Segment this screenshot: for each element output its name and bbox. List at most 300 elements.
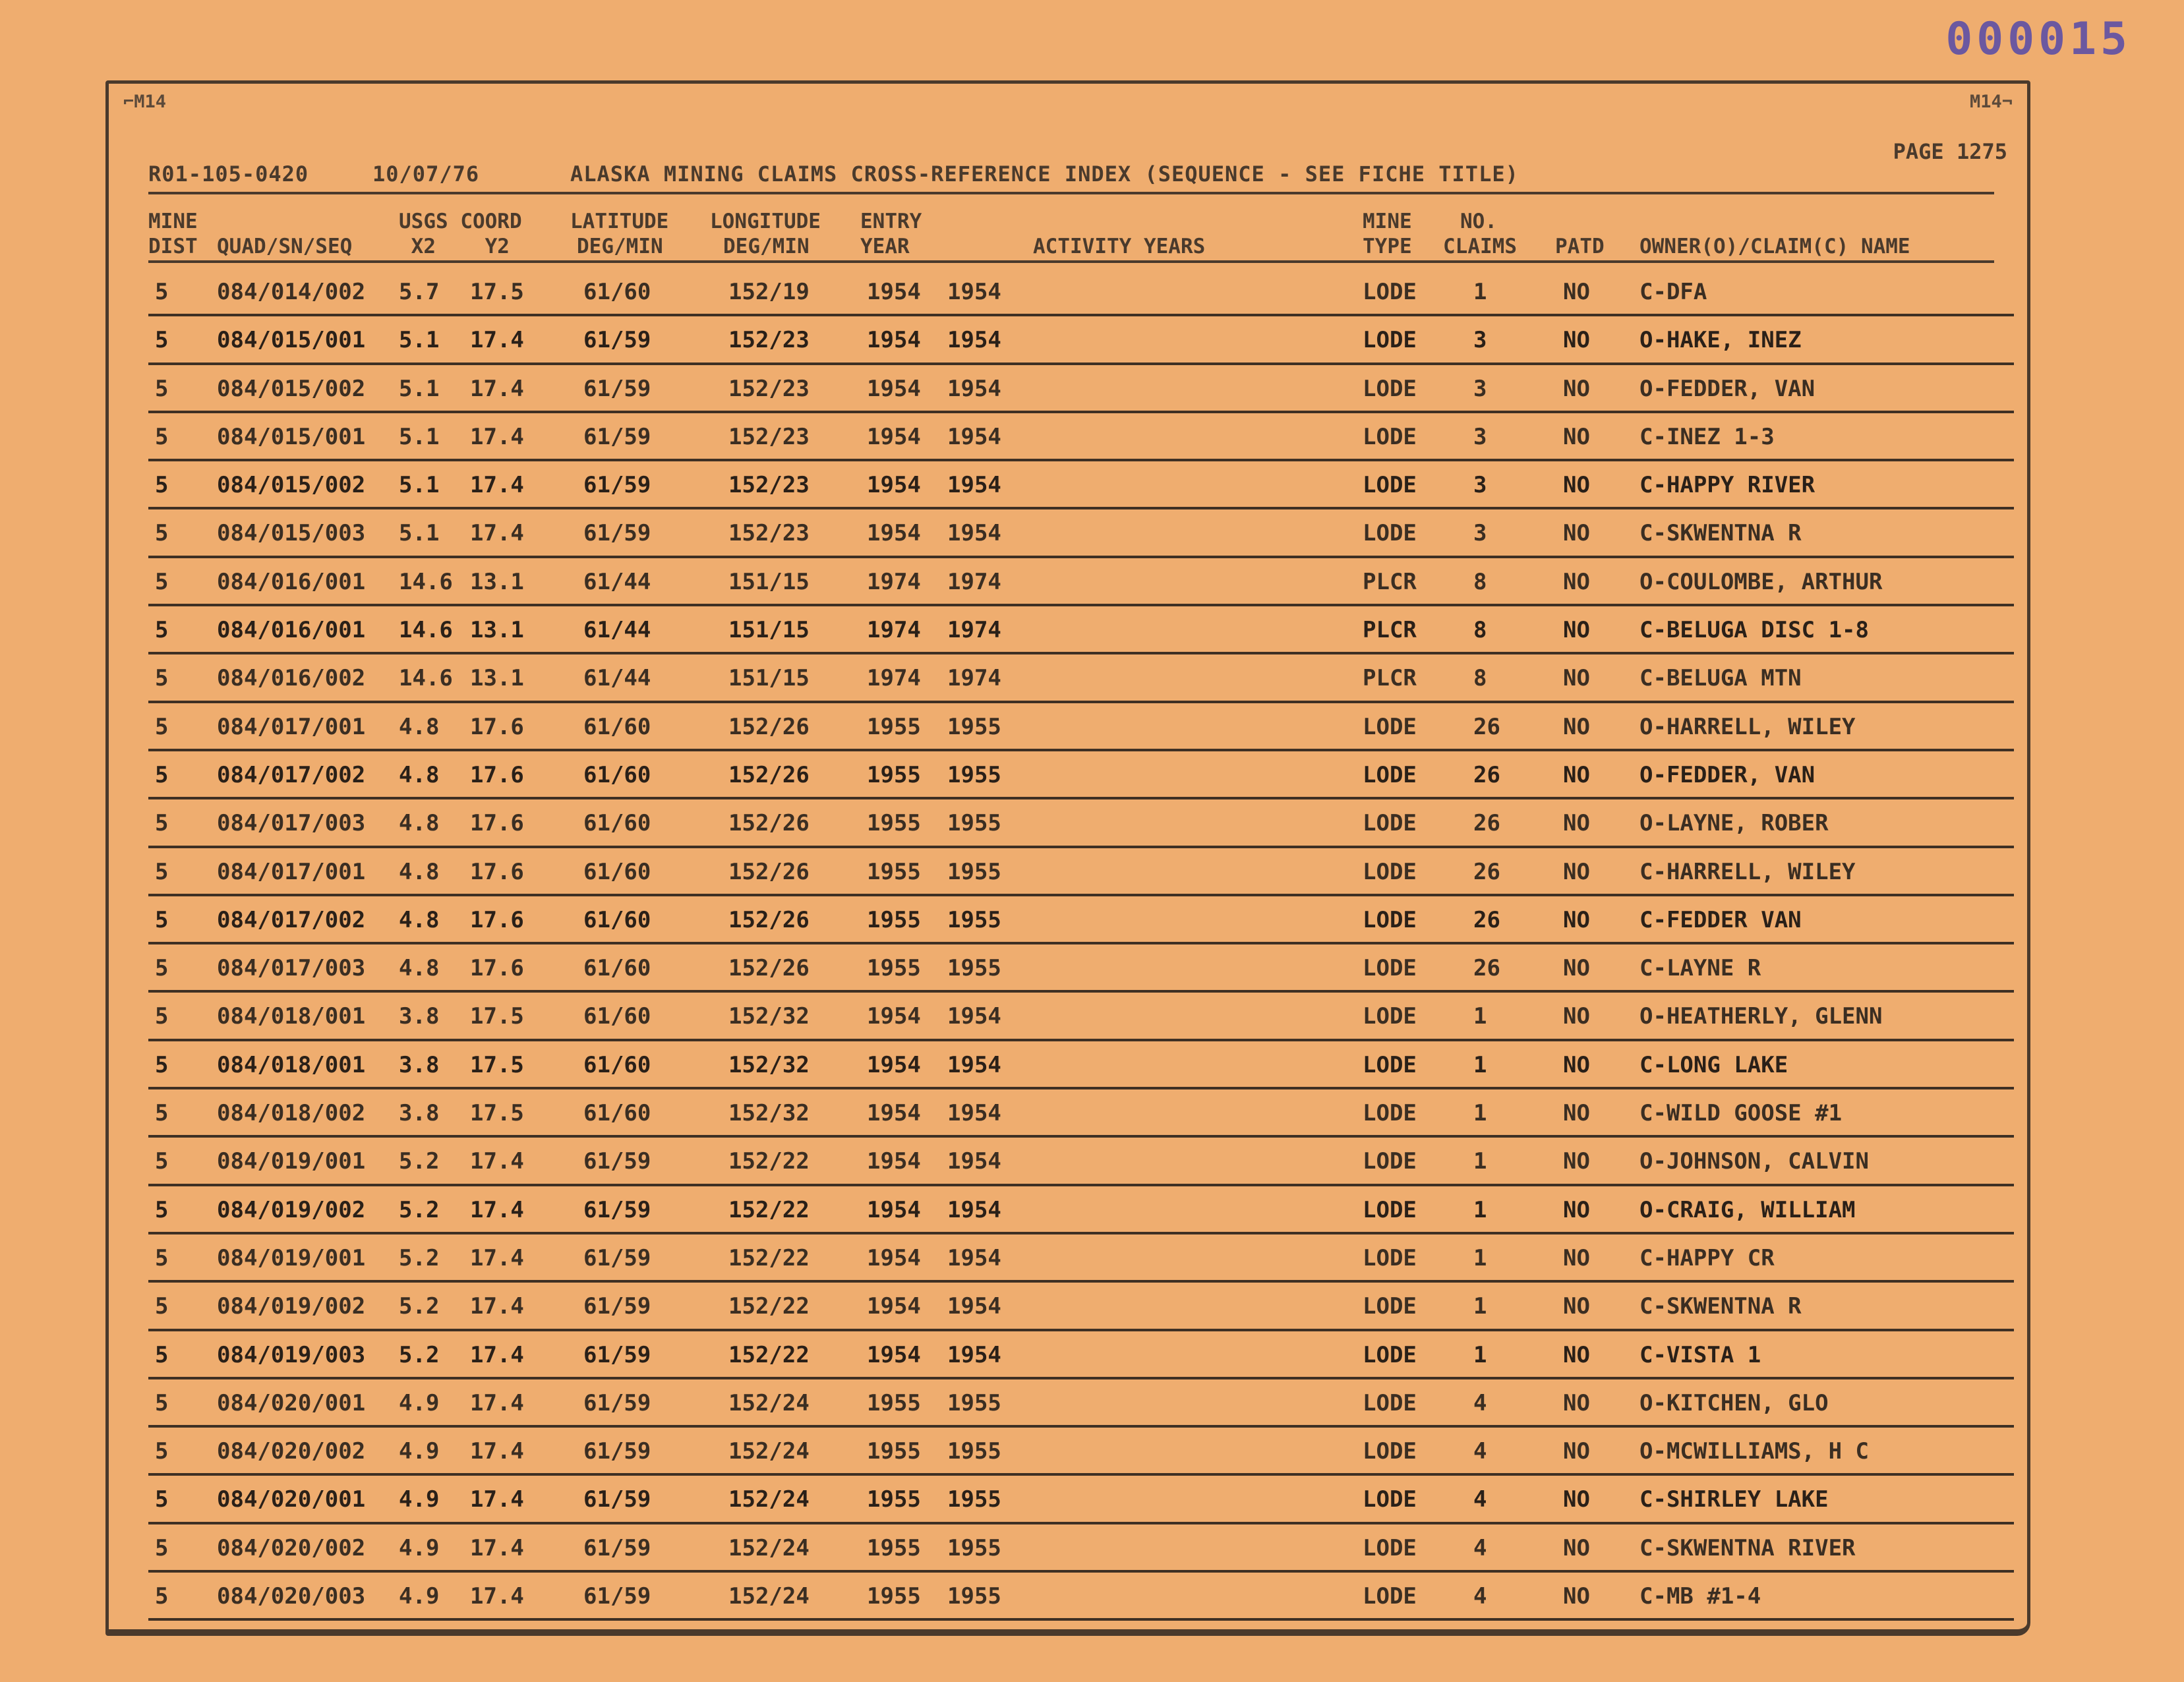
cell-latitude: 61/59 — [583, 1341, 651, 1368]
cell-mine-type: LODE — [1363, 1438, 1417, 1465]
cell-mine-type: LODE — [1363, 423, 1417, 450]
cell-latitude: 61/59 — [583, 1438, 651, 1465]
cell-claim-count: 4 — [1473, 1438, 1487, 1465]
cell-claim-count: 3 — [1473, 423, 1487, 450]
cell-mine-type: LODE — [1363, 279, 1417, 305]
cell-quad-sn-seq: 084/017/001 — [217, 858, 366, 885]
cell-usgs-y2: 17.4 — [470, 1534, 524, 1561]
cell-quad-sn-seq: 084/017/002 — [217, 761, 366, 788]
page-number: PAGE 1275 — [1893, 139, 2007, 164]
cell-longitude: 152/32 — [728, 1003, 810, 1030]
cell-patented: NO — [1563, 858, 1590, 885]
table-row — [148, 1234, 2014, 1283]
col-entry-1: ENTRY — [860, 210, 922, 233]
cell-usgs-y2: 17.4 — [470, 1148, 524, 1175]
cell-quad-sn-seq: 084/020/002 — [217, 1534, 366, 1561]
cell-longitude: 152/32 — [728, 1051, 810, 1078]
table-row — [148, 1041, 2014, 1089]
cell-claim-count: 26 — [1473, 713, 1500, 740]
cell-owner-claim-name: C-HARRELL, WILEY — [1639, 858, 1856, 885]
cell-usgs-y2: 17.4 — [470, 1389, 524, 1416]
cell-latitude: 61/59 — [583, 375, 651, 402]
table-row — [148, 896, 2014, 944]
cell-usgs-y2: 17.5 — [470, 279, 524, 305]
cell-mine-type: LODE — [1363, 1148, 1417, 1175]
cell-longitude: 152/24 — [728, 1583, 810, 1610]
cell-mine-dist: 5 — [155, 520, 169, 547]
cell-owner-claim-name: C-LONG LAKE — [1639, 1051, 1788, 1078]
col-usgs-2: X2 Y2 — [399, 235, 510, 258]
cell-activity-year: 1955 — [947, 906, 1001, 933]
cell-latitude: 61/59 — [583, 472, 651, 499]
cell-mine-dist: 5 — [155, 810, 169, 837]
cell-usgs-x2: 14.6 — [399, 617, 453, 644]
cell-owner-claim-name: O-HARRELL, WILEY — [1639, 713, 1856, 740]
cell-activity-year: 1955 — [947, 955, 1001, 982]
cell-longitude: 152/22 — [728, 1341, 810, 1368]
cell-longitude: 152/24 — [728, 1486, 810, 1513]
cell-mine-dist: 5 — [155, 665, 169, 692]
cell-entry-year: 1955 — [867, 1583, 921, 1610]
cell-entry-year: 1974 — [867, 665, 921, 692]
table-row — [148, 799, 2014, 848]
cell-patented: NO — [1563, 1389, 1590, 1416]
table-row — [148, 703, 2014, 751]
table-row — [148, 848, 2014, 896]
report-id: R01-105-0420 — [148, 161, 309, 187]
cell-usgs-x2: 4.9 — [399, 1438, 440, 1465]
cell-owner-claim-name: O-FEDDER, VAN — [1639, 761, 1815, 788]
document-stamp-number: 000015 — [1945, 13, 2131, 65]
cell-activity-year: 1954 — [947, 1051, 1001, 1078]
cell-activity-year: 1954 — [947, 520, 1001, 547]
cell-claim-count: 4 — [1473, 1583, 1487, 1610]
cell-usgs-x2: 4.8 — [399, 858, 440, 885]
cell-latitude: 61/60 — [583, 279, 651, 305]
cell-owner-claim-name: O-FEDDER, VAN — [1639, 375, 1815, 402]
cell-usgs-y2: 13.1 — [470, 665, 524, 692]
cell-longitude: 152/22 — [728, 1196, 810, 1223]
cell-patented: NO — [1563, 1051, 1590, 1078]
cell-mine-dist: 5 — [155, 423, 169, 450]
cell-usgs-y2: 13.1 — [470, 617, 524, 644]
cell-usgs-y2: 17.4 — [470, 327, 524, 354]
cell-claim-count: 3 — [1473, 472, 1487, 499]
cell-mine-type: LODE — [1363, 1389, 1417, 1416]
cell-patented: NO — [1563, 1100, 1590, 1127]
cell-usgs-y2: 17.6 — [470, 906, 524, 933]
cell-mine-dist: 5 — [155, 1196, 169, 1223]
cell-usgs-y2: 13.1 — [470, 568, 524, 595]
cell-patented: NO — [1563, 327, 1590, 354]
table-row — [148, 461, 2014, 509]
cell-claim-count: 3 — [1473, 375, 1487, 402]
frame-corner-right: M14¬ — [1969, 92, 2013, 112]
cell-longitude: 151/15 — [728, 665, 810, 692]
cell-usgs-x2: 5.2 — [399, 1341, 440, 1368]
cell-latitude: 61/60 — [583, 810, 651, 837]
cell-usgs-x2: 4.9 — [399, 1389, 440, 1416]
cell-entry-year: 1955 — [867, 1534, 921, 1561]
cell-owner-claim-name: C-VISTA 1 — [1639, 1341, 1761, 1368]
cell-mine-type: PLCR — [1363, 568, 1417, 595]
cell-usgs-x2: 14.6 — [399, 568, 453, 595]
frame-corner-left: ⌐M14 — [123, 92, 167, 112]
cell-quad-sn-seq: 084/020/001 — [217, 1486, 366, 1513]
col-activity: ACTIVITY YEARS — [1033, 235, 1206, 258]
cell-mine-type: LODE — [1363, 1293, 1417, 1320]
cell-longitude: 152/26 — [728, 858, 810, 885]
cell-mine-dist: 5 — [155, 1583, 169, 1610]
cell-usgs-x2: 5.2 — [399, 1293, 440, 1320]
cell-claim-count: 1 — [1473, 1244, 1487, 1271]
cell-usgs-x2: 4.8 — [399, 810, 440, 837]
cell-latitude: 61/59 — [583, 1196, 651, 1223]
cell-quad-sn-seq: 084/017/003 — [217, 955, 366, 982]
cell-activity-year: 1955 — [947, 810, 1001, 837]
cell-usgs-y2: 17.4 — [470, 1341, 524, 1368]
cell-latitude: 61/59 — [583, 423, 651, 450]
cell-mine-type: LODE — [1363, 1196, 1417, 1223]
cell-patented: NO — [1563, 1293, 1590, 1320]
cell-activity-year: 1954 — [947, 1148, 1001, 1175]
cell-claim-count: 1 — [1473, 1196, 1487, 1223]
cell-latitude: 61/59 — [583, 327, 651, 354]
table-row — [148, 1331, 2014, 1379]
table-row — [148, 1283, 2014, 1331]
cell-mine-dist: 5 — [155, 955, 169, 982]
cell-patented: NO — [1563, 423, 1590, 450]
cell-mine-dist: 5 — [155, 713, 169, 740]
cell-latitude: 61/60 — [583, 1100, 651, 1127]
table-row — [148, 1476, 2014, 1524]
cell-patented: NO — [1563, 1486, 1590, 1513]
cell-owner-claim-name: O-COULOMBE, ARTHUR — [1639, 568, 1883, 595]
col-lon-2: DEG/MIN — [723, 235, 810, 258]
cell-claim-count: 3 — [1473, 520, 1487, 547]
col-type-2: TYPE — [1363, 235, 1412, 258]
cell-patented: NO — [1563, 955, 1590, 982]
cell-quad-sn-seq: 084/015/002 — [217, 375, 366, 402]
cell-quad-sn-seq: 084/015/003 — [217, 520, 366, 547]
cell-mine-type: LODE — [1363, 327, 1417, 354]
cell-claim-count: 1 — [1473, 279, 1487, 305]
cell-mine-dist: 5 — [155, 375, 169, 402]
cell-quad-sn-seq: 084/019/002 — [217, 1196, 366, 1223]
cell-patented: NO — [1563, 1003, 1590, 1030]
cell-activity-year: 1954 — [947, 1293, 1001, 1320]
cell-owner-claim-name: C-INEZ 1-3 — [1639, 423, 1775, 450]
cell-usgs-x2: 4.8 — [399, 955, 440, 982]
cell-claim-count: 1 — [1473, 1341, 1487, 1368]
cell-longitude: 152/24 — [728, 1534, 810, 1561]
cell-patented: NO — [1563, 1196, 1590, 1223]
cell-usgs-x2: 4.9 — [399, 1534, 440, 1561]
table-row — [148, 413, 2014, 461]
cell-entry-year: 1955 — [867, 955, 921, 982]
cell-entry-year: 1955 — [867, 810, 921, 837]
cell-usgs-y2: 17.4 — [470, 1196, 524, 1223]
cell-usgs-y2: 17.5 — [470, 1100, 524, 1127]
cell-usgs-x2: 5.2 — [399, 1244, 440, 1271]
cell-activity-year: 1954 — [947, 327, 1001, 354]
table-row — [148, 1428, 2014, 1476]
cell-usgs-x2: 4.8 — [399, 713, 440, 740]
cell-owner-claim-name: O-HAKE, INEZ — [1639, 327, 1802, 354]
cell-longitude: 152/26 — [728, 761, 810, 788]
table-row — [148, 1138, 2014, 1186]
cell-quad-sn-seq: 084/016/001 — [217, 617, 366, 644]
cell-mine-type: LODE — [1363, 1534, 1417, 1561]
cell-quad-sn-seq: 084/015/001 — [217, 423, 366, 450]
cell-quad-sn-seq: 084/019/001 — [217, 1244, 366, 1271]
cell-quad-sn-seq: 084/017/003 — [217, 810, 366, 837]
cell-usgs-x2: 3.8 — [399, 1003, 440, 1030]
cell-activity-year: 1955 — [947, 1438, 1001, 1465]
cell-claim-count: 4 — [1473, 1486, 1487, 1513]
cell-latitude: 61/59 — [583, 520, 651, 547]
cell-usgs-y2: 17.5 — [470, 1003, 524, 1030]
cell-usgs-y2: 17.6 — [470, 761, 524, 788]
cell-quad-sn-seq: 084/015/001 — [217, 327, 366, 354]
cell-owner-claim-name: C-BELUGA MTN — [1639, 665, 1802, 692]
col-claims-1: NO. — [1460, 210, 1497, 233]
cell-activity-year: 1955 — [947, 761, 1001, 788]
cell-quad-sn-seq: 084/020/001 — [217, 1389, 366, 1416]
table-row — [148, 268, 2014, 316]
cell-entry-year: 1974 — [867, 568, 921, 595]
cell-usgs-x2: 4.9 — [399, 1486, 440, 1513]
cell-entry-year: 1954 — [867, 1100, 921, 1127]
cell-mine-dist: 5 — [155, 1341, 169, 1368]
cell-entry-year: 1954 — [867, 423, 921, 450]
cell-latitude: 61/44 — [583, 665, 651, 692]
cell-quad-sn-seq: 084/020/003 — [217, 1583, 366, 1610]
cell-latitude: 61/59 — [583, 1534, 651, 1561]
cell-mine-type: LODE — [1363, 955, 1417, 982]
header-rule — [148, 192, 1994, 194]
cell-mine-type: LODE — [1363, 472, 1417, 499]
cell-longitude: 152/24 — [728, 1438, 810, 1465]
cell-entry-year: 1954 — [867, 279, 921, 305]
cell-latitude: 61/60 — [583, 858, 651, 885]
table-row — [148, 654, 2014, 703]
cell-mine-dist: 5 — [155, 472, 169, 499]
cell-entry-year: 1954 — [867, 327, 921, 354]
col-claims-2: CLAIMS — [1443, 235, 1517, 258]
cell-mine-dist: 5 — [155, 1389, 169, 1416]
claims-table — [148, 268, 2014, 1621]
cell-activity-year: 1955 — [947, 713, 1001, 740]
cell-entry-year: 1954 — [867, 520, 921, 547]
cell-longitude: 151/15 — [728, 568, 810, 595]
cell-usgs-y2: 17.4 — [470, 423, 524, 450]
cell-patented: NO — [1563, 906, 1590, 933]
cell-patented: NO — [1563, 1148, 1590, 1175]
cell-mine-dist: 5 — [155, 1293, 169, 1320]
cell-quad-sn-seq: 084/018/001 — [217, 1003, 366, 1030]
cell-patented: NO — [1563, 761, 1590, 788]
cell-quad-sn-seq: 084/016/001 — [217, 568, 366, 595]
table-row — [148, 606, 2014, 654]
cell-claim-count: 26 — [1473, 955, 1500, 982]
cell-owner-claim-name: C-BELUGA DISC 1-8 — [1639, 617, 1869, 644]
table-row — [148, 1089, 2014, 1138]
cell-mine-type: LODE — [1363, 1244, 1417, 1271]
cell-mine-dist: 5 — [155, 761, 169, 788]
cell-usgs-x2: 5.1 — [399, 520, 440, 547]
cell-claim-count: 4 — [1473, 1389, 1487, 1416]
column-headers — [148, 209, 1994, 268]
cell-activity-year: 1955 — [947, 1486, 1001, 1513]
cell-mine-type: LODE — [1363, 713, 1417, 740]
cell-entry-year: 1954 — [867, 1003, 921, 1030]
cell-mine-type: LODE — [1363, 1583, 1417, 1610]
cell-quad-sn-seq: 084/017/001 — [217, 713, 366, 740]
table-row — [148, 365, 2014, 413]
cell-mine-type: PLCR — [1363, 617, 1417, 644]
cell-longitude: 152/23 — [728, 327, 810, 354]
cell-latitude: 61/59 — [583, 1244, 651, 1271]
cell-quad-sn-seq: 084/018/001 — [217, 1051, 366, 1078]
col-quad: QUAD/SN/SEQ — [217, 235, 353, 258]
cell-patented: NO — [1563, 1583, 1590, 1610]
cell-mine-type: LODE — [1363, 858, 1417, 885]
cell-usgs-y2: 17.4 — [470, 375, 524, 402]
cell-entry-year: 1954 — [867, 1196, 921, 1223]
cell-claim-count: 8 — [1473, 665, 1487, 692]
cell-longitude: 152/23 — [728, 472, 810, 499]
cell-mine-type: LODE — [1363, 1003, 1417, 1030]
row-rule — [148, 1618, 2014, 1621]
cell-claim-count: 26 — [1473, 761, 1500, 788]
cell-longitude: 152/23 — [728, 520, 810, 547]
cell-mine-type: LODE — [1363, 375, 1417, 402]
cell-latitude: 61/44 — [583, 568, 651, 595]
cell-mine-dist: 5 — [155, 617, 169, 644]
table-row — [148, 1379, 2014, 1428]
cell-usgs-y2: 17.5 — [470, 1051, 524, 1078]
cell-usgs-x2: 5.1 — [399, 472, 440, 499]
cell-entry-year: 1954 — [867, 1051, 921, 1078]
col-type-1: MINE — [1363, 210, 1412, 233]
cell-usgs-y2: 17.4 — [470, 1438, 524, 1465]
cell-activity-year: 1954 — [947, 1341, 1001, 1368]
cell-usgs-x2: 14.6 — [399, 665, 453, 692]
cell-activity-year: 1954 — [947, 375, 1001, 402]
cell-owner-claim-name: C-SHIRLEY LAKE — [1639, 1486, 1829, 1513]
cell-quad-sn-seq: 084/015/002 — [217, 472, 366, 499]
cell-usgs-y2: 17.4 — [470, 1486, 524, 1513]
col-lat-1: LATITUDE — [570, 210, 669, 233]
cell-longitude: 151/15 — [728, 617, 810, 644]
report-date: 10/07/76 — [372, 161, 480, 187]
cell-patented: NO — [1563, 713, 1590, 740]
cell-quad-sn-seq: 084/017/002 — [217, 906, 366, 933]
cell-usgs-x2: 3.8 — [399, 1051, 440, 1078]
col-mine-dist-2: DIST — [148, 235, 198, 258]
cell-patented: NO — [1563, 520, 1590, 547]
cell-latitude: 61/60 — [583, 955, 651, 982]
cell-entry-year: 1954 — [867, 1148, 921, 1175]
cell-claim-count: 26 — [1473, 810, 1500, 837]
cell-usgs-y2: 17.4 — [470, 1293, 524, 1320]
cell-quad-sn-seq: 084/019/002 — [217, 1293, 366, 1320]
cell-quad-sn-seq: 084/019/003 — [217, 1341, 366, 1368]
cell-usgs-x2: 5.1 — [399, 327, 440, 354]
table-row — [148, 944, 2014, 993]
cell-owner-claim-name: O-CRAIG, WILLIAM — [1639, 1196, 1856, 1223]
cell-mine-dist: 5 — [155, 1148, 169, 1175]
cell-claim-count: 26 — [1473, 858, 1500, 885]
cell-entry-year: 1954 — [867, 1341, 921, 1368]
cell-entry-year: 1955 — [867, 1438, 921, 1465]
cell-claim-count: 26 — [1473, 906, 1500, 933]
cell-owner-claim-name: C-SKWENTNA R — [1639, 1293, 1802, 1320]
cell-mine-type: PLCR — [1363, 665, 1417, 692]
cell-owner-claim-name: C-MB #1-4 — [1639, 1583, 1761, 1610]
cell-longitude: 152/23 — [728, 375, 810, 402]
table-row — [148, 1573, 2014, 1621]
cell-usgs-x2: 4.8 — [399, 761, 440, 788]
col-mine-dist-1: MINE — [148, 210, 198, 233]
cell-usgs-x2: 3.8 — [399, 1100, 440, 1127]
cell-claim-count: 1 — [1473, 1293, 1487, 1320]
cell-mine-type: LODE — [1363, 1486, 1417, 1513]
cell-latitude: 61/59 — [583, 1148, 651, 1175]
cell-owner-claim-name: O-KITCHEN, GLO — [1639, 1389, 1829, 1416]
cell-patented: NO — [1563, 617, 1590, 644]
table-row — [148, 751, 2014, 799]
cell-claim-count: 1 — [1473, 1148, 1487, 1175]
cell-entry-year: 1955 — [867, 713, 921, 740]
cell-activity-year: 1974 — [947, 568, 1001, 595]
cell-usgs-x2: 5.2 — [399, 1196, 440, 1223]
cell-mine-dist: 5 — [155, 1003, 169, 1030]
cell-longitude: 152/22 — [728, 1293, 810, 1320]
cell-claim-count: 1 — [1473, 1003, 1487, 1030]
cell-owner-claim-name: C-HAPPY RIVER — [1639, 472, 1815, 499]
cell-usgs-y2: 17.4 — [470, 472, 524, 499]
cell-mine-type: LODE — [1363, 520, 1417, 547]
cell-claim-count: 8 — [1473, 617, 1487, 644]
cell-owner-claim-name: O-MCWILLIAMS, H C — [1639, 1438, 1869, 1465]
cell-longitude: 152/22 — [728, 1244, 810, 1271]
cell-mine-type: LODE — [1363, 1100, 1417, 1127]
cell-latitude: 61/60 — [583, 1003, 651, 1030]
table-row — [148, 558, 2014, 606]
cell-entry-year: 1955 — [867, 1486, 921, 1513]
cell-usgs-y2: 17.6 — [470, 858, 524, 885]
cell-longitude: 152/26 — [728, 810, 810, 837]
cell-entry-year: 1954 — [867, 472, 921, 499]
report-title: ALASKA MINING CLAIMS CROSS-REFERENCE INDEX (SEQUENCE - SEE FICHE TITLE) — [570, 161, 1519, 187]
cell-usgs-x2: 5.1 — [399, 375, 440, 402]
col-owner: OWNER(O)/CLAIM(C) NAME — [1639, 235, 1910, 258]
cell-latitude: 61/44 — [583, 617, 651, 644]
cell-activity-year: 1955 — [947, 858, 1001, 885]
cell-mine-dist: 5 — [155, 1100, 169, 1127]
cell-mine-dist: 5 — [155, 1244, 169, 1271]
cell-quad-sn-seq: 084/019/001 — [217, 1148, 366, 1175]
cell-usgs-y2: 17.4 — [470, 1583, 524, 1610]
cell-latitude: 61/60 — [583, 906, 651, 933]
cell-patented: NO — [1563, 665, 1590, 692]
table-row — [148, 509, 2014, 558]
cell-usgs-x2: 5.1 — [399, 423, 440, 450]
cell-entry-year: 1955 — [867, 906, 921, 933]
cell-activity-year: 1954 — [947, 1100, 1001, 1127]
